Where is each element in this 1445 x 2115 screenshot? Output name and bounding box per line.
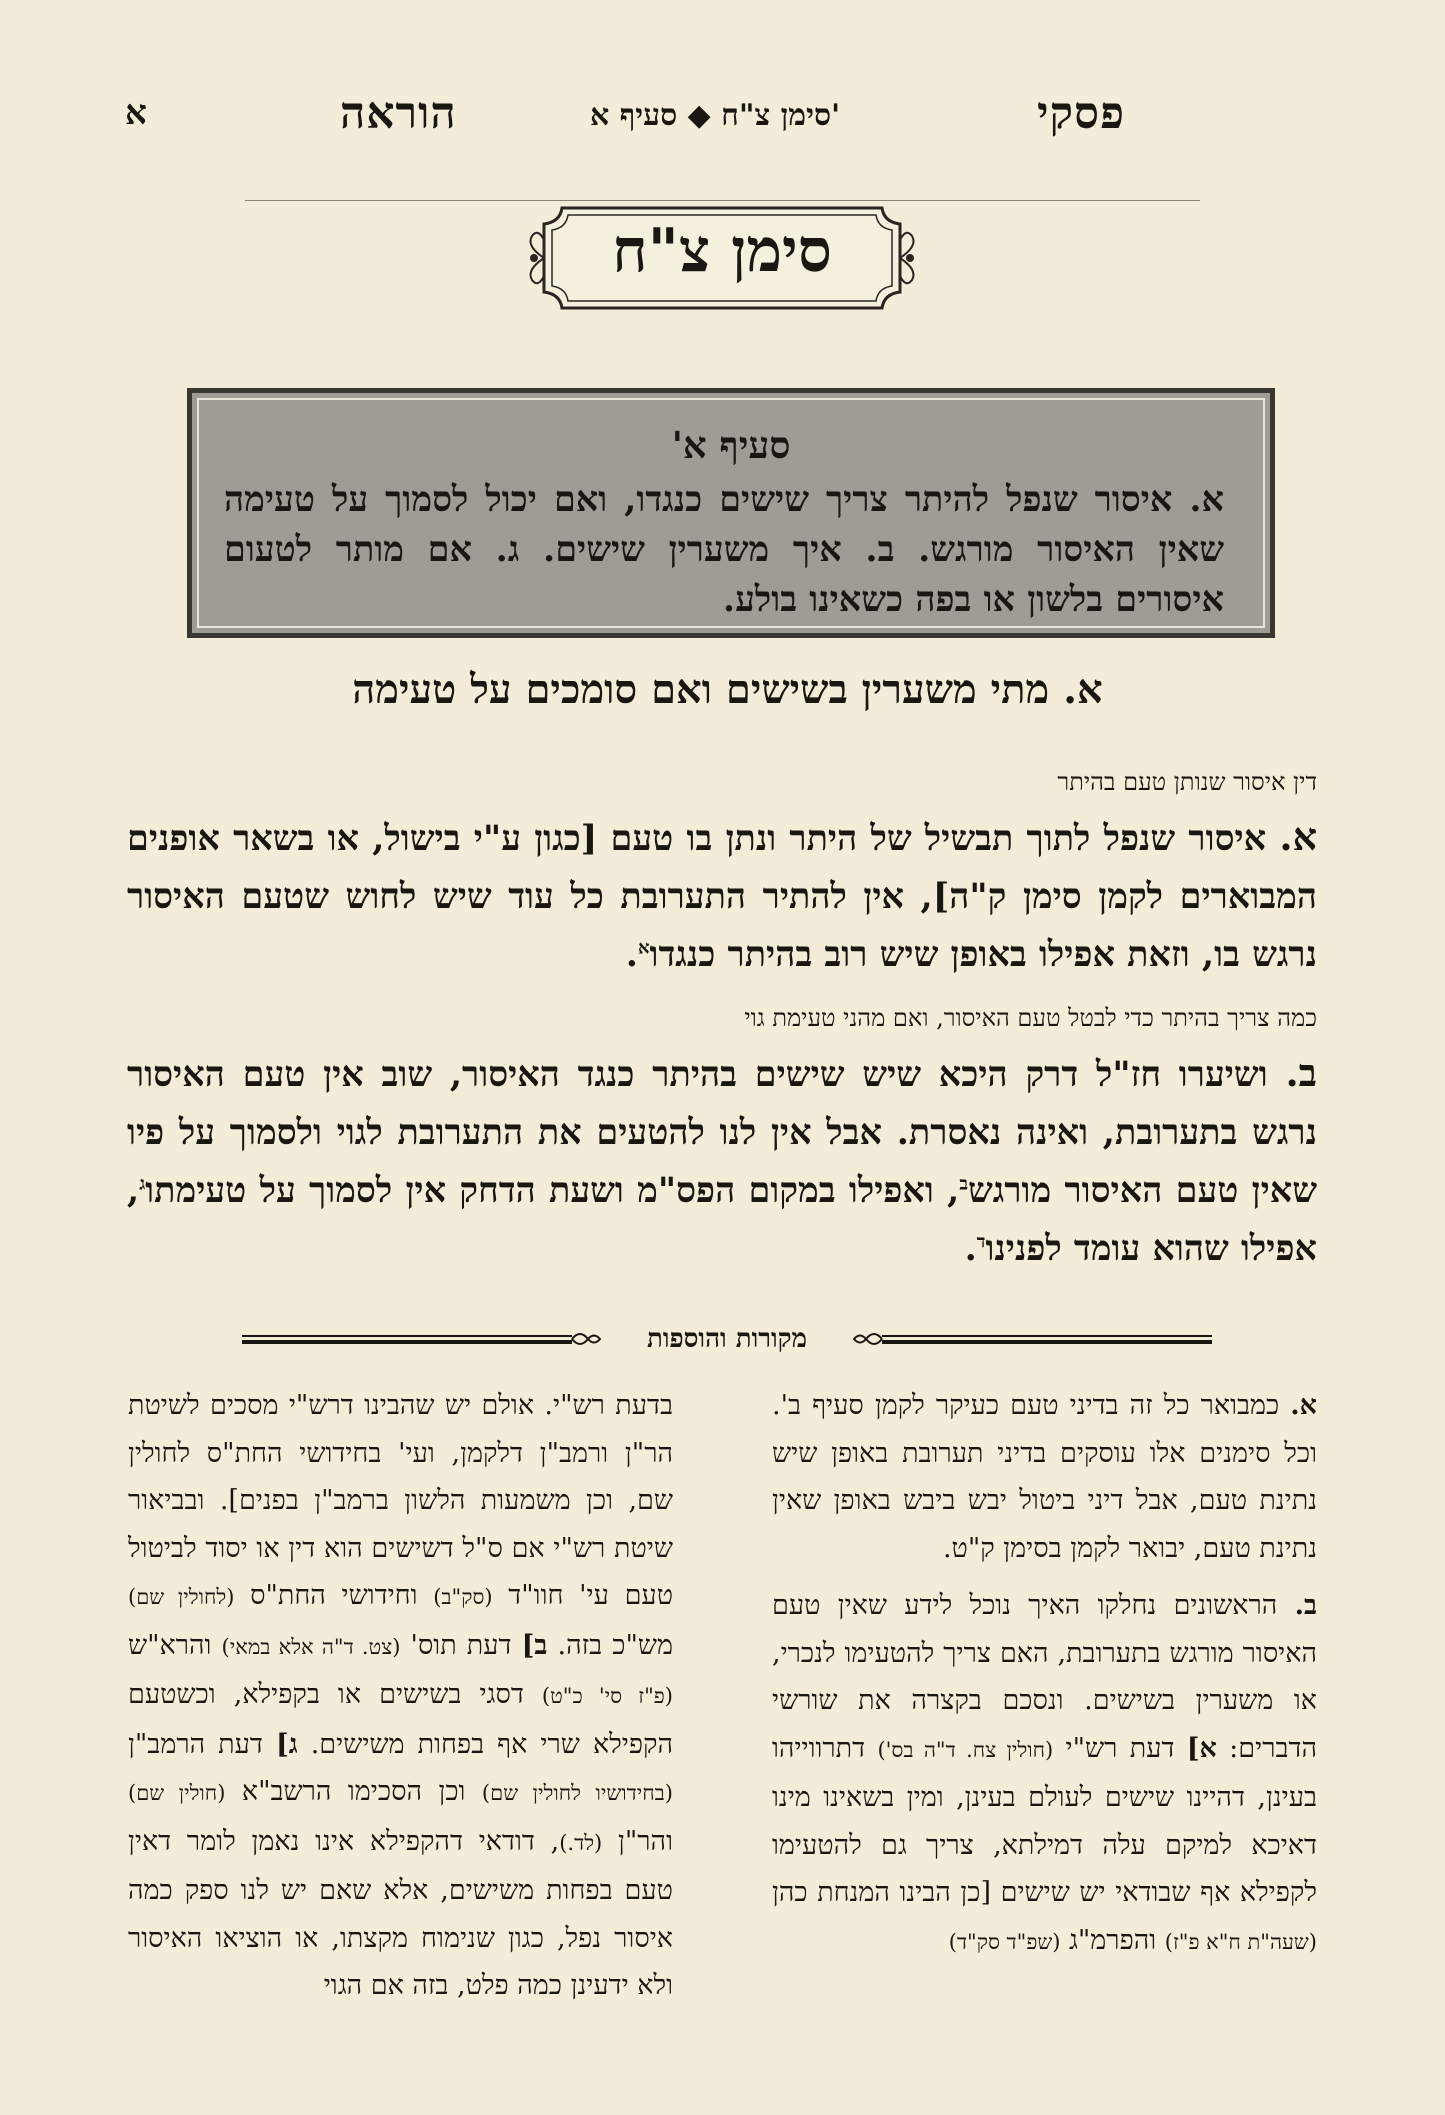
seif-heading: סעיף א' [671,423,791,467]
source-citation: (חולין שם) [128,1781,226,1805]
page-letter: א [125,93,147,133]
subnote-marker: ג] [275,1728,298,1760]
sources-title: מקורות והוספות [646,1324,807,1354]
seif-summary-box [187,388,1275,638]
footnote [772,1582,1317,1966]
footnote-text: והר"ן [602,1825,673,1857]
footnote-text: דתרווייהו בעינן, דהיינו שישים לעולם בעינן, ומין בשאינו מינו דאיכא למיקם עלה דמילתא, צריך גם להטעימו לקפילא אף שבודאי יש שישים [כן הבינו המנחת כהן [772,1732,1317,1908]
source-citation: (שפ"ד סק"ד) [948,1929,1061,1954]
note-marker[interactable]: ב [959,1173,968,1195]
source-citation: (לחולין שם) [128,1585,235,1609]
footnote [772,1382,1317,1572]
section-reference: סימן צ"ח ◆ סעיף א' [590,98,841,133]
source-citation: (פ"ז סי' כ"ט) [541,1684,674,1708]
footnote-text: והרא"ש [128,1629,222,1661]
footnote-text: וכן הסכימו הרשב"א [225,1776,482,1807]
footnote-text: מש"כ בזה. [547,1629,673,1661]
source-citation: (שעה"ת ח"א פ"ז) [1164,1929,1317,1954]
paragraph-letter: א. [1279,814,1317,859]
section-heading: א. מתי משערין בשישים ואם סומכים על טעימה [352,666,1103,713]
notes-column-left [128,1382,673,2020]
paragraph-text: ושיערו חז"ל דרק היכא שיש שישים בהיתר כנגד האיסור, שוב אין טעם האיסור נרגש בתערובת, ואינה נאסרת. אבל אין לנו להטעים את התערובת לגוי ולסמוך על פיו שאין טעם האיסור מורגש [127,1054,1318,1211]
siman-title: סימן צ"ח [612,216,832,286]
siman-title-frame [522,200,922,316]
note-marker[interactable]: א [637,937,650,959]
footnote-text: דעת רש"י [1053,1732,1187,1764]
footnote-text: דעת הרמב"ן [128,1728,276,1760]
paragraph-text: איסור שנפל לתוך תבשיל של היתר ונתן בו טעם [כגון ע"י בישול, או בשאר אופנים המבוארים לקמן סימן ק"ה], אין להתיר התערובת כל עוד שיש לחוש שטעם האיסור נרגש בו, וזאת אפילו באופן שיש רוב בהיתר כנגדו [127,818,1317,975]
paragraph-letter: ב. [1285,1050,1317,1095]
footnote-letter: א. [1290,1390,1317,1421]
note-marker[interactable]: ג [139,1173,146,1195]
subnote-marker: א] [1186,1732,1217,1764]
seif-summary-text: א. איסור שנפל להיתר צריך שישים כנגדו, ואם יכול לסמוך על טעימה שאין האיסור מורגש. ב. איך משערין שישים. ג. אם מותר לטעום איסורים בלשון או בפה כשאינו בולע. [224,479,1224,620]
source-citation: (צט. ד"ה אלא במאי) [221,1634,401,1659]
notes-column-right [772,1382,1317,1976]
source-citation: (לד.) [559,1830,603,1855]
footnote-continuation [128,1382,673,2010]
sources-divider [242,1322,1212,1362]
footnote-text: והפרמ"ג [1060,1924,1165,1956]
paragraph-text: , אפילו שהוא עומד לפנינו [127,1170,1317,1269]
footnote-text: דסגי בשישים או בקפילא, וכשטעם הקפילא שרי אף בפחות משישים. [128,1679,673,1760]
footnote-text: וחידושי החת"ס [234,1580,434,1611]
subnote-marker: ב] [521,1629,548,1661]
footnote-text: דעת תוס' [400,1629,522,1661]
topic-label: דין איסור שנותן טעם בהיתר [1057,768,1317,796]
source-citation: (סק"ב) [433,1585,493,1609]
main-paragraph: א. איסור שנפל לתוך תבשיל של היתר ונתן בו טעם [כגון ע"י בישול, או בשאר אופנים המבוארים לקמן סימן ק"ה], אין להתיר התערובת כל עוד שיש לחוש שטעם האיסור נרגש בו, וזאת אפילו באופן שיש רוב בהיתר כנגדו$^א$. [127,814,1317,975]
source-citation: (בחידושיו לחולין שם) [481,1781,673,1805]
footnote-letter: ב. [1294,1590,1317,1621]
footnote-text: , דודאי דהקפילא אינו נאמן לומר דאין טעם בפחות משישים, אלא שאם יש לנו ספק כמה איסור נפל, כגון שנימוח מקצתו, או הוציאו האיסור ולא ידעינן כמה פלט, בזה אם הגוי [128,1825,673,2001]
footnote-text: הראשונים נחלקו האיך נוכל לידע שאין טעם האיסור מורגש בתערובת, האם צריך להטעימו לנכרי, או משערין בשישים. ונסכם בקצרה את שורשי הדברים: [772,1590,1318,1764]
footnote-text: כמבואר כל זה בדיני טעם כעיקר לקמן סעיף ב'. וכל סימנים אלו עוסקים בדיני תערובת באופן שיש נתינת טעם, אבל דיני ביטול יבש ביבש באופן שאין נתינת טעם, יבואר לקמן בסימן ק"ט. [772,1390,1317,1564]
paragraph-text: , ואפילו במקום הפס"מ ושעת הדחק אין לסמוך על טעימתו [145,1170,960,1211]
book-title-part2: הוראה [340,88,457,139]
book-title-part1: פסקי [1036,88,1125,139]
running-header [125,88,1125,148]
topic-label: כמה צריך בהיתר כדי לבטל טעם האיסור, ואם מהני טעימת גוי [744,1004,1317,1032]
main-paragraph: ב. ושיערו חז"ל דרק היכא שיש שישים בהיתר כנגד האיסור, שוב אין טעם האיסור נרגש בתערובת, ואינה נאסרת. אבל אין לנו להטעים את התערובת לגוי ולסמוך על פיו שאין טעם האיסור מורגש$^ב$, ואפילו במקום הפס"מ ושעת הדחק אין לסמוך על טעימתו$^ג$, אפילו שהוא עומד לפנינו$^ד$. [127,1050,1318,1269]
note-marker[interactable]: ד [976,1231,986,1253]
source-citation: (חולין צח. ד"ה בס') [877,1737,1054,1762]
footnote-text: בדעת רש"י. אולם יש שהבינו דרש"י מסכים לשיטת הר"ן ורמב"ן דלקמן, ועי' בחידושי החת"ס לחולין שם, וכן משמעות הלשון ברמב"ן בפנים]. ובביאור שיטת רש"י אם ס"ל דשישים הוא דין או יסוד לביטול טעם עי' חוו"ד [128,1390,674,1611]
